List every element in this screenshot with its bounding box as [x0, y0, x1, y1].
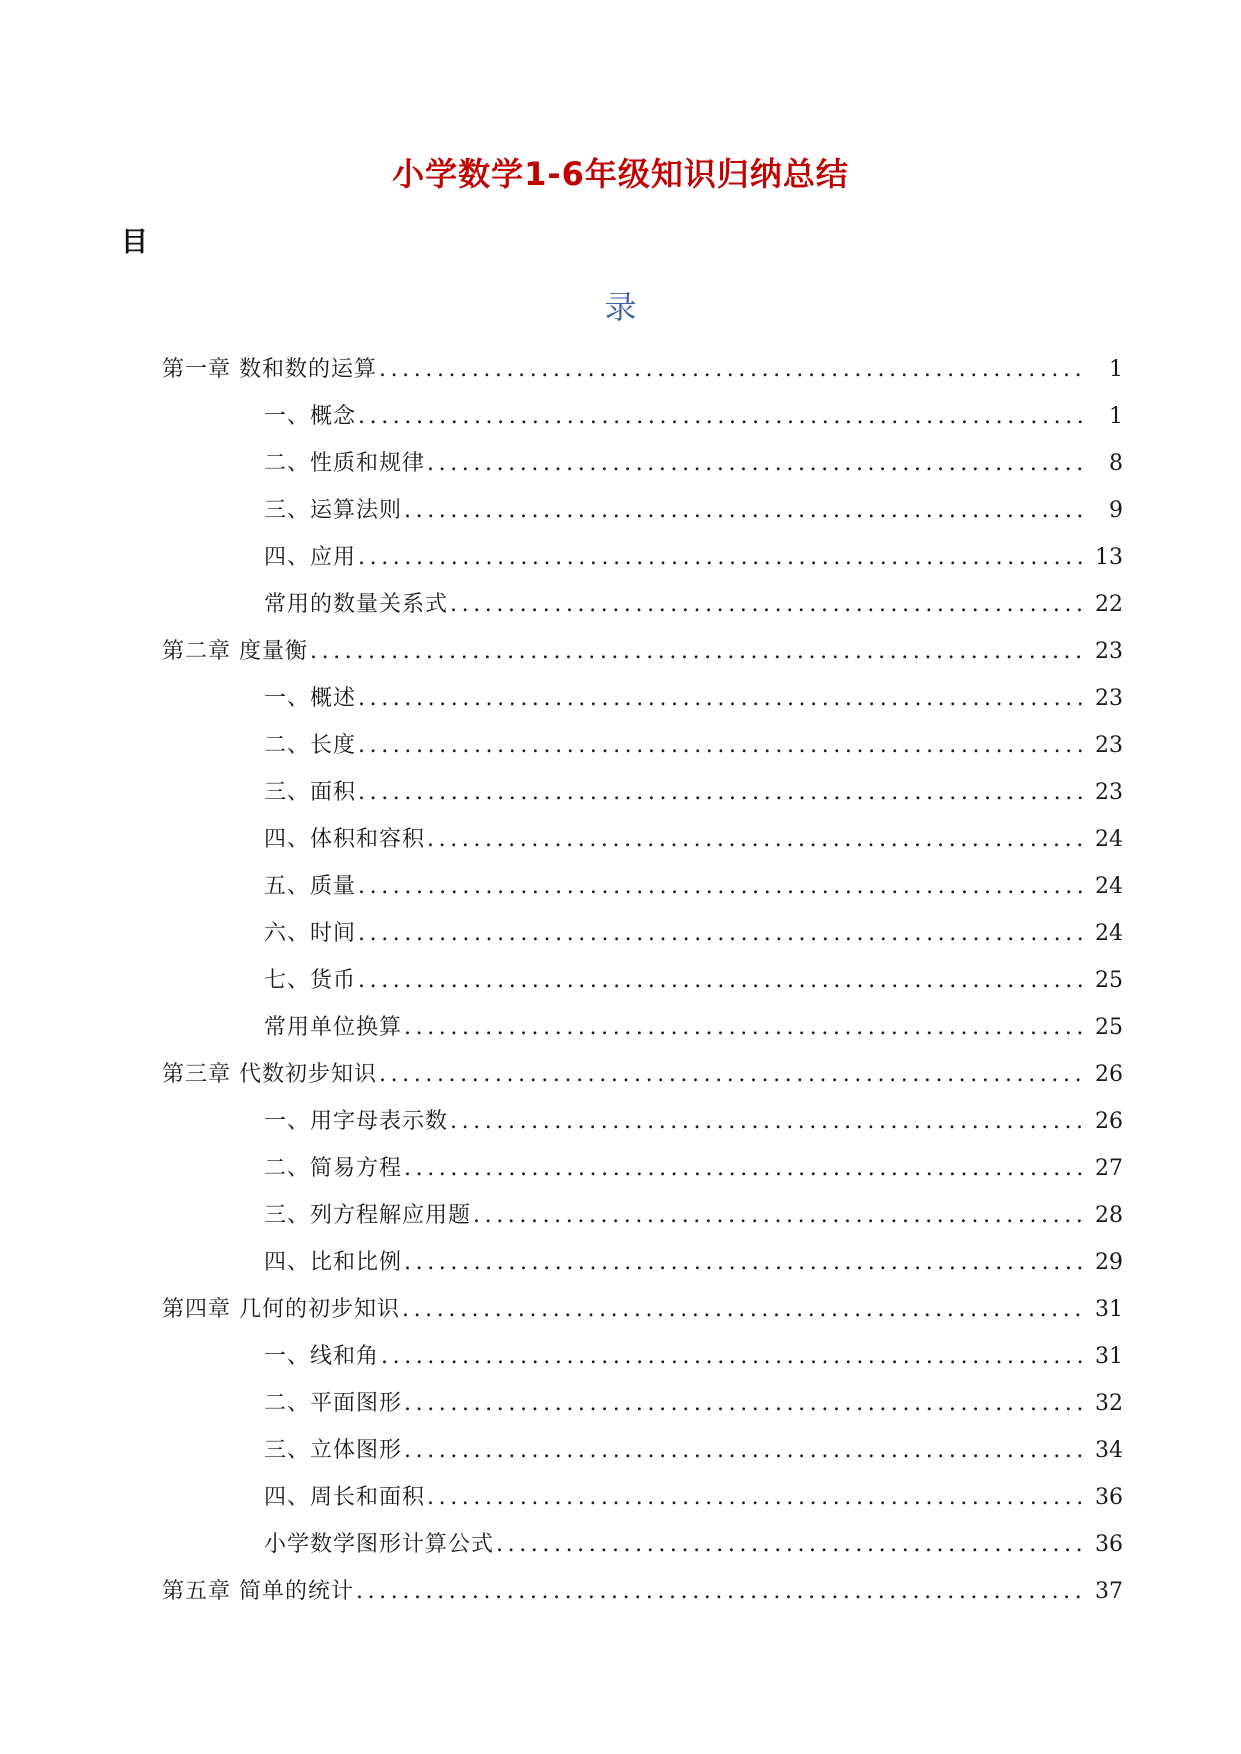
toc-page-number: 24 — [1095, 827, 1123, 852]
toc-dot-leader — [404, 1239, 1085, 1286]
toc-entry-label: 四、体积和容积 — [264, 827, 426, 852]
toc-entry-label: 小学数学图形计算公式 — [264, 1532, 495, 1557]
toc-entry-label: 五、质量 — [264, 874, 357, 899]
toc-entry-label: 第三章 代数初步知识 — [162, 1062, 377, 1087]
toc-section-entry[interactable] — [264, 910, 1241, 957]
toc-section-entry[interactable] — [264, 440, 1241, 487]
toc-dot-leader — [358, 863, 1085, 910]
toc-section-entry[interactable] — [264, 393, 1241, 440]
toc-section-entry[interactable] — [264, 1333, 1241, 1380]
toc-entry-label: 第二章 度量衡 — [162, 639, 308, 664]
toc-dot-leader — [427, 1474, 1085, 1521]
toc-page-number: 37 — [1095, 1579, 1123, 1604]
toc-dot-leader — [310, 628, 1085, 675]
toc-entry-label: 第五章 简单的统计 — [162, 1579, 354, 1604]
toc-page-number: 34 — [1095, 1438, 1123, 1463]
toc-dot-leader — [358, 722, 1085, 769]
toc-dot-leader — [358, 534, 1085, 581]
toc-section-entry[interactable] — [264, 581, 1241, 628]
toc-entry-label: 一、用字母表示数 — [264, 1109, 449, 1134]
toc-dot-leader — [358, 393, 1085, 440]
toc-dot-leader — [404, 1145, 1085, 1192]
toc-page-number: 29 — [1095, 1250, 1123, 1275]
toc-page-number: 24 — [1095, 874, 1123, 899]
toc-page-number: 25 — [1095, 1015, 1123, 1040]
toc-entry-label: 二、长度 — [264, 733, 357, 758]
toc-entry-label: 一、线和角 — [264, 1344, 380, 1369]
toc-section-entry[interactable] — [264, 957, 1241, 1004]
toc-dot-leader — [473, 1192, 1085, 1239]
toc-page-number: 23 — [1095, 780, 1123, 805]
toc-dot-leader — [404, 1004, 1085, 1051]
toc-page-number: 24 — [1095, 921, 1123, 946]
toc-dot-leader — [379, 346, 1085, 393]
toc-page-number: 9 — [1109, 498, 1123, 523]
toc-entry-label: 二、简易方程 — [264, 1156, 403, 1181]
toc-dot-leader — [381, 1333, 1085, 1380]
toc-dot-leader — [402, 1286, 1085, 1333]
toc-dot-leader — [404, 1380, 1085, 1427]
toc-entry-label: 常用单位换算 — [264, 1015, 403, 1040]
toc-entry-label: 一、概念 — [264, 404, 357, 429]
toc-section-entry[interactable] — [264, 863, 1241, 910]
toc-page-number: 23 — [1095, 733, 1123, 758]
toc-entry-label: 三、面积 — [264, 780, 357, 805]
toc-dot-leader — [379, 1051, 1085, 1098]
toc-dot-leader — [450, 1098, 1085, 1145]
toc-page-number: 26 — [1095, 1109, 1123, 1134]
toc-section-entry[interactable] — [264, 1427, 1241, 1474]
toc-entry-label: 三、列方程解应用题 — [264, 1203, 472, 1228]
toc-page-number: 1 — [1109, 357, 1123, 382]
toc-chapter-entry[interactable] — [162, 1568, 1241, 1615]
toc-page-number: 22 — [1095, 592, 1123, 617]
toc-section-entry[interactable] — [264, 1521, 1241, 1568]
toc-section-entry[interactable] — [264, 1098, 1241, 1145]
toc-entry-label: 二、平面图形 — [264, 1391, 403, 1416]
toc-page-number: 36 — [1095, 1485, 1123, 1510]
toc-dot-leader — [358, 675, 1085, 722]
toc-entry-label: 三、立体图形 — [264, 1438, 403, 1463]
toc-entry-label: 四、比和比例 — [264, 1250, 403, 1275]
toc-section-entry[interactable] — [264, 769, 1241, 816]
toc-entry-label: 七、货币 — [264, 968, 357, 993]
toc-dot-leader — [358, 957, 1085, 1004]
toc-dot-leader — [496, 1521, 1085, 1568]
toc-chapter-entry[interactable] — [162, 628, 1241, 675]
toc-entry-label: 第一章 数和数的运算 — [162, 357, 377, 382]
toc-page-number: 13 — [1095, 545, 1123, 570]
toc-entry-label: 常用的数量关系式 — [264, 592, 449, 617]
toc-dot-leader — [427, 440, 1085, 487]
toc-section-entry[interactable] — [264, 675, 1241, 722]
toc-page-number: 23 — [1095, 686, 1123, 711]
table-of-contents — [0, 346, 1241, 1615]
toc-page-number: 31 — [1095, 1344, 1123, 1369]
toc-dot-leader — [404, 1427, 1085, 1474]
toc-entry-label: 一、概述 — [264, 686, 357, 711]
toc-page-number: 26 — [1095, 1062, 1123, 1087]
toc-dot-leader — [427, 816, 1085, 863]
toc-section-entry[interactable] — [264, 1474, 1241, 1521]
toc-page-number: 36 — [1095, 1532, 1123, 1557]
toc-section-entry[interactable] — [264, 1145, 1241, 1192]
toc-page-number: 27 — [1095, 1156, 1123, 1181]
toc-dot-leader — [358, 910, 1085, 957]
toc-page-number: 32 — [1095, 1391, 1123, 1416]
toc-entry-label: 六、时间 — [264, 921, 357, 946]
toc-page-number: 1 — [1109, 404, 1123, 429]
toc-page-number: 25 — [1095, 968, 1123, 993]
toc-section-entry[interactable] — [264, 1380, 1241, 1427]
toc-page-number: 31 — [1095, 1297, 1123, 1322]
toc-section-entry[interactable] — [264, 1004, 1241, 1051]
toc-entry-label: 二、性质和规律 — [264, 451, 426, 476]
toc-page-number: 8 — [1109, 451, 1123, 476]
toc-dot-leader — [356, 1568, 1085, 1615]
toc-entry-label: 第四章 几何的初步知识 — [162, 1297, 400, 1322]
toc-section-entry[interactable] — [264, 487, 1241, 534]
toc-section-entry[interactable] — [264, 1239, 1241, 1286]
toc-section-entry[interactable] — [264, 816, 1241, 863]
toc-page-number: 28 — [1095, 1203, 1123, 1228]
toc-chapter-entry[interactable] — [162, 1051, 1241, 1098]
toc-chapter-entry[interactable] — [162, 346, 1241, 393]
toc-entry-label: 四、应用 — [264, 545, 357, 570]
toc-dot-leader — [404, 487, 1085, 534]
toc-entry-label: 三、运算法则 — [264, 498, 403, 523]
toc-heading-left: 目 — [121, 227, 148, 258]
toc-page-number: 23 — [1095, 639, 1123, 664]
toc-section-entry[interactable] — [264, 722, 1241, 769]
toc-chapter-entry[interactable] — [162, 1286, 1241, 1333]
document-title: 小学数学1-6年级知识归纳总结 — [392, 155, 849, 194]
toc-section-entry[interactable] — [264, 534, 1241, 581]
toc-dot-leader — [358, 769, 1085, 816]
toc-entry-label: 四、周长和面积 — [264, 1485, 426, 1510]
toc-section-entry[interactable] — [264, 1192, 1241, 1239]
toc-dot-leader — [450, 581, 1085, 628]
toc-heading-center: 录 — [604, 288, 637, 326]
